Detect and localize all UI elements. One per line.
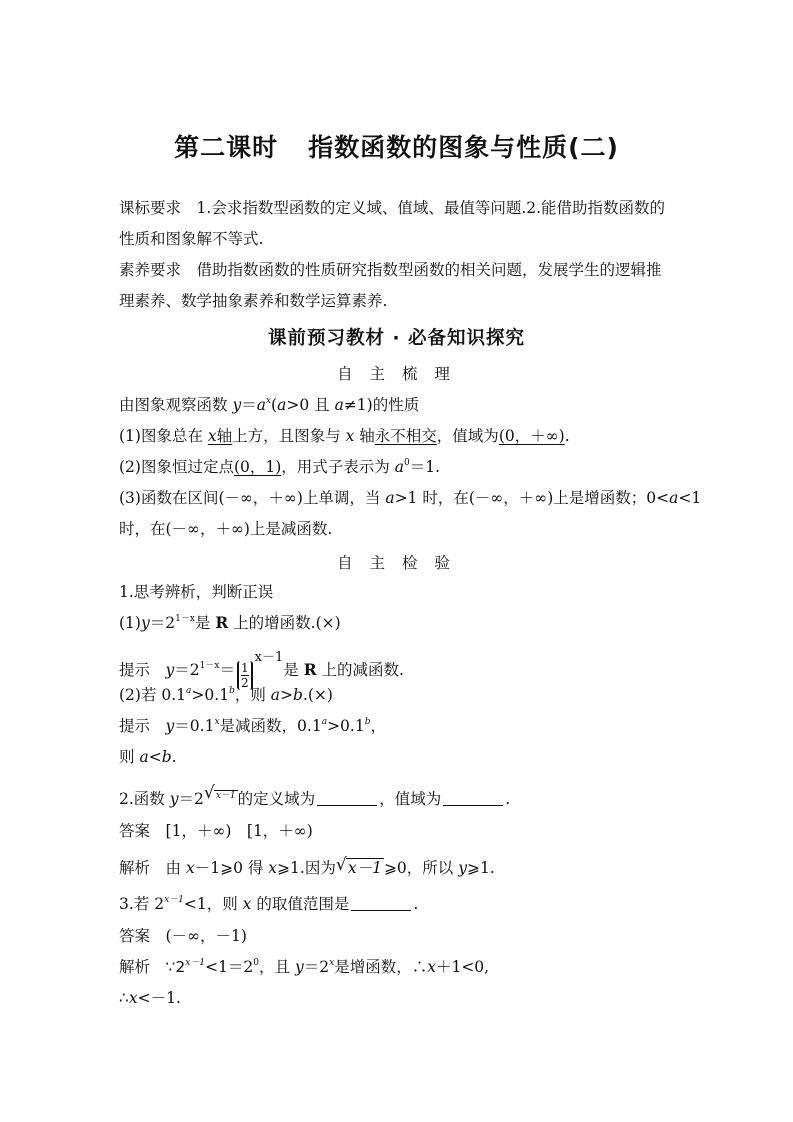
answer-text: [1，＋∞) [1，＋∞) [165,822,313,840]
text-fragment: 上的减函数. [316,661,404,679]
text-fragment: >0 且 [286,396,335,414]
text-fragment: ＝2 [303,958,330,976]
text-fragment: R [215,613,229,632]
text-fragment: x [427,958,436,976]
text-fragment: ，值域为 [436,427,499,445]
explanation-label: 解析 [119,859,151,877]
text-fragment: <1＝2 [205,958,254,976]
text-fragment: 轴 [354,427,375,445]
requirement-text: 1.会求指数型函数的定义域、值域、最值等问题.2.能借助指数函数的 [196,199,666,217]
property-3-cont [119,519,332,539]
answer-blank [351,896,411,911]
superscript: a [186,686,192,696]
text-fragment: 永不相交 [374,427,437,445]
text-fragment: < [148,748,162,766]
explanation-3-cont [119,988,181,1008]
text-fragment: ＝ [241,396,257,414]
text-fragment: x－1 [347,859,382,877]
question-1-heading: 1.思考辨析，判断正误 [119,583,274,601]
text-fragment [208,427,232,445]
explanation-3 [119,957,489,977]
text-fragment: <1 [678,489,702,507]
text-fragment: >0.1 [327,717,365,735]
text-fragment: 是 [194,614,216,632]
question-1-1 [119,613,341,633]
hint-label: 提示 [119,717,151,735]
answer-text: (－∞，－1) [165,927,247,945]
literacy-line-2 [119,291,387,311]
text-fragment: ， [370,717,386,735]
superscript: x [214,717,220,727]
hint-2-cont [119,747,177,767]
requirement-label: 课标要求 [119,199,182,217]
text-fragment: y [169,790,179,808]
superscript: x－1 [185,958,206,968]
text-fragment: √ [335,855,347,875]
text-fragment: ，值域为 [379,790,442,808]
sqrt-sign [203,783,238,809]
text-fragment: －1⩾0 得 [194,859,269,877]
lesson-number: 第二课时 [174,133,279,162]
text-fragment: . [171,748,177,766]
question-2 [119,783,511,809]
superscript: x [265,396,272,406]
text-fragment: ∴ [119,989,129,1007]
intro-line [119,395,419,415]
text-fragment: x [268,859,278,877]
text-fragment: ∵2 [165,958,186,976]
text-fragment: y [294,958,304,976]
text-fragment: (3)函数在区间(－∞，＋∞)上单调，当 [119,489,386,507]
superscript: b [229,686,235,696]
answer-2 [119,821,313,841]
text-fragment: a [334,396,344,414]
superscript: x [329,958,335,968]
superscript: 0 [403,458,410,468]
text-fragment: 是 [283,661,304,679]
text-fragment: 是增函数，∴ [334,958,428,976]
section-title: 课前预习教材 · 必备知识探究 [268,328,525,349]
text-fragment: y [140,614,150,632]
text-fragment: ，且 [259,958,295,976]
text-fragment: (2)图象恒过定点 [119,458,234,476]
text-fragment: . [505,790,511,808]
text-fragment: y [165,661,175,679]
text-fragment: y [165,717,175,735]
text-fragment: 则 [119,748,140,766]
text-fragment: <1，则 [183,895,243,913]
superscript: x－1 [254,650,284,665]
text-fragment: 2 [241,676,249,690]
text-fragment: (2)若 0.1 [119,686,187,704]
subsection-title-review: 自 主 梳 理 [337,365,456,383]
hint-2 [119,716,386,736]
requirement-line-1 [119,198,665,218]
text-fragment: 1 [241,661,249,675]
text-fragment: .(×) [302,686,333,704]
text-fragment: ，则 [234,686,271,704]
superscript: 0 [253,958,260,968]
text-fragment: y [458,859,467,877]
text-fragment: >0.1 [191,686,230,704]
text-fragment: ＋1<0, [435,958,490,976]
page-title [0,128,793,164]
text-fragment: 上方，且图象与 [232,427,346,445]
text-fragment: a [270,686,281,704]
text-fragment: (1)图象总在 [119,427,208,445]
text-fragment: ⩾0，所以 [383,859,459,877]
text-fragment: ＝1. [409,458,441,476]
superscript: a [321,717,328,727]
literacy-label: 素养要求 [119,261,182,279]
superscript: 1－x [199,661,220,671]
sqrt-sign [335,855,384,878]
text-fragment: ( [271,396,278,414]
text-fragment: 由图象观察函数 [119,396,233,414]
text-fragment: . [413,895,419,913]
answer-blank [317,791,377,806]
requirement-text: 性质和图象解不等式. [119,230,264,248]
text-fragment: 上的增函数.(×) [228,614,341,632]
superscript: x－1 [164,895,184,905]
explanation-label: 解析 [119,958,151,976]
text-fragment: 2.函数 [119,790,170,808]
text-fragment: (1) [119,614,141,632]
text-fragment: x－1 [215,791,236,801]
text-fragment: a [669,489,679,507]
text-fragment: 由 [165,859,186,877]
text-fragment: ＝ [219,661,235,679]
text-fragment: a [394,458,404,476]
property-3 [119,488,701,508]
text-fragment: x [345,427,355,445]
hint-label: 提示 [119,661,151,679]
text-fragment: 3.若 2 [119,895,165,913]
text-fragment: >1 时，在(－∞，＋∞)上是增函数；0< [394,489,670,507]
literacy-line-1 [119,260,662,280]
literacy-text: 借助指数函数的性质研究指数型函数的相关问题，发展学生的逻辑推 [196,261,662,279]
question-1-2 [119,685,333,705]
answer-label: 答案 [119,927,151,945]
superscript: b [364,717,371,727]
superscript: 1－x [175,614,195,624]
text-fragment: > [280,686,294,704]
text-fragment: x [242,895,252,913]
text-fragment: <－1. [137,989,181,1007]
text-fragment: x [185,859,195,877]
text-fragment: ≠1)的性质 [343,396,420,414]
text-fragment: (0，＋∞) [498,427,565,445]
text-fragment: x [128,989,138,1007]
answer-label: 答案 [119,822,151,840]
text-fragment: ⩾1. [466,859,495,877]
text-fragment: R [303,660,317,679]
text-fragment: x [207,427,217,445]
text-fragment: a [256,396,266,414]
requirement-line-2 [119,229,263,249]
text-fragment: ，用式子表示为 [281,458,395,476]
text-fragment: (0，1) [233,458,282,476]
text-fragment: a [385,489,395,507]
answer-blank [443,791,503,806]
literacy-text: 理素养、数学抽象素养和数学运算素养. [119,292,388,310]
text-fragment: y [232,396,242,414]
text-fragment: b [161,748,172,766]
text-fragment: 的取值范围是 [251,895,350,913]
text-fragment: . [564,427,570,445]
explanation-2 [119,855,495,878]
text-fragment: b [293,686,303,704]
property-1 [119,426,570,446]
text-fragment: √ [203,783,215,803]
answer-3 [119,926,247,946]
lesson-topic: 指数函数的图象与性质(二) [308,133,619,162]
text-fragment: a [139,748,149,766]
text-fragment: ＝0.1 [174,717,215,735]
text-fragment: 时，在(－∞，＋∞)上是减函数. [119,520,333,538]
text-fragment: 的定义域为 [237,790,316,808]
text-fragment: ＝2 [178,790,204,808]
text-fragment: 轴 [216,427,233,445]
text-fragment: ＝2 [149,614,176,632]
question-3 [119,894,418,914]
text-fragment: a [277,396,287,414]
subsection-title-check: 自 主 检 验 [337,554,456,572]
property-2 [119,457,440,477]
text-fragment: ＝2 [174,661,200,679]
text-fragment: ⩾1.因为 [277,859,336,877]
text-fragment: 是减函数，0.1 [219,717,322,735]
